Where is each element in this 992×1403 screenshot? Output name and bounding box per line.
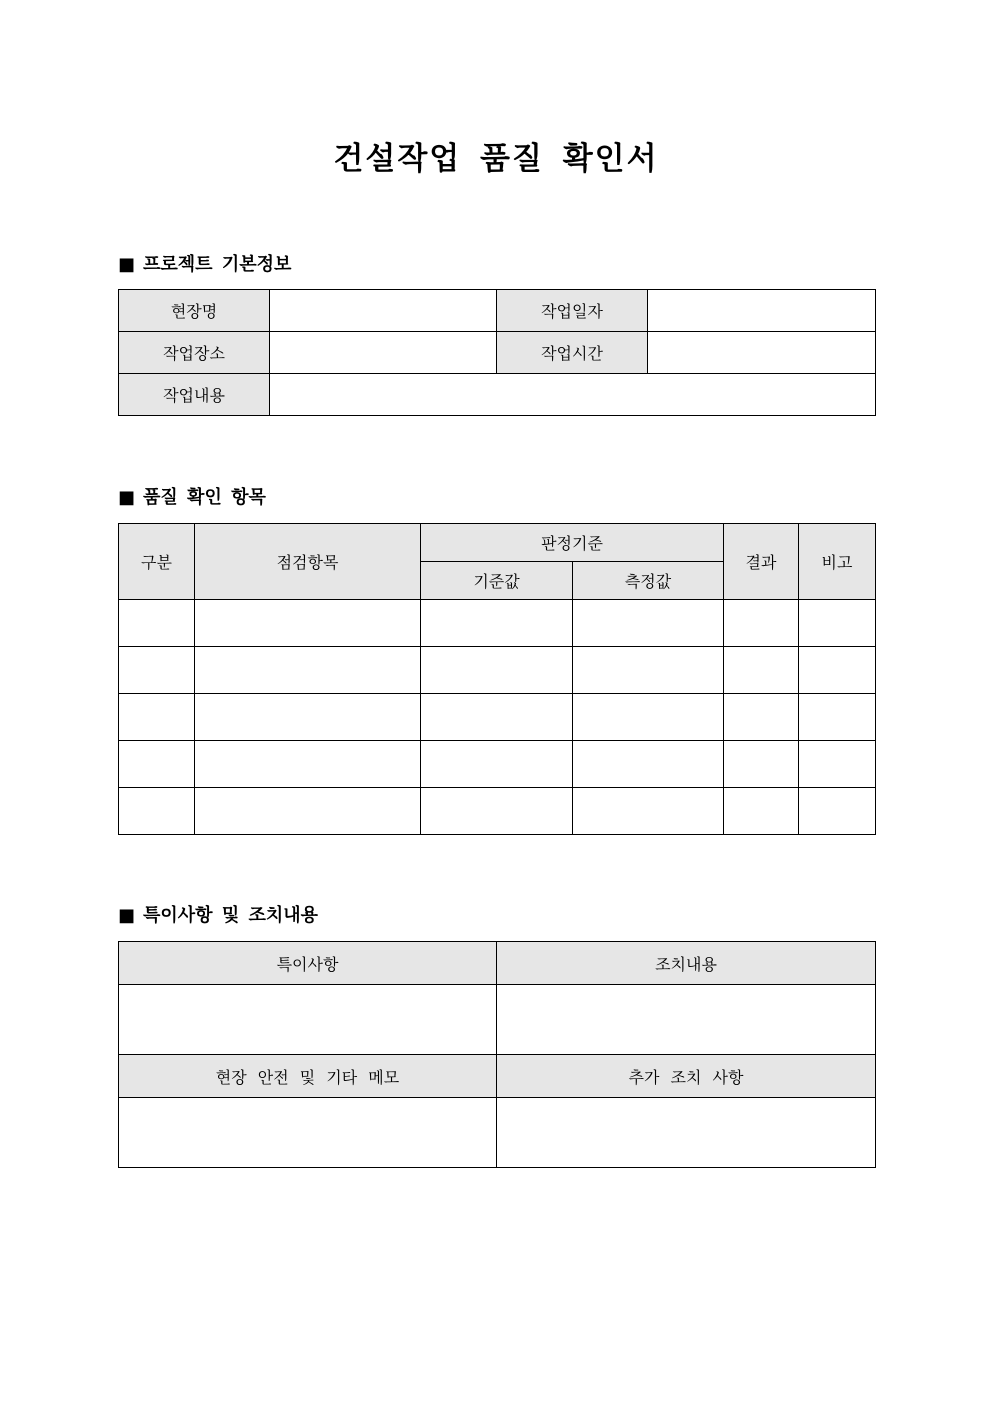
- work-date-label: 작업일자: [497, 290, 648, 332]
- category-cell[interactable]: [119, 600, 195, 647]
- remarks-cell[interactable]: [799, 741, 876, 788]
- remarks-cell[interactable]: [799, 647, 876, 694]
- table-row: [119, 332, 876, 374]
- safety-memo-header: 현장 안전 및 기타 메모: [119, 1055, 497, 1098]
- measured-value-cell[interactable]: [573, 600, 724, 647]
- square-bullet-icon: ■: [118, 487, 136, 508]
- table-header-row: [119, 524, 876, 562]
- remarks-header: 비고: [799, 524, 876, 600]
- notes-table: [118, 941, 876, 1168]
- inspection-item-header: 점검항목: [195, 524, 421, 600]
- inspection-item-cell[interactable]: [195, 647, 421, 694]
- remarks-cell[interactable]: [799, 600, 876, 647]
- safety-memo-field[interactable]: [119, 1098, 497, 1168]
- category-header: 구분: [119, 524, 195, 600]
- table-row: [119, 788, 876, 835]
- category-cell[interactable]: [119, 741, 195, 788]
- square-bullet-icon: ■: [118, 905, 136, 926]
- section-heading-notes: [118, 904, 318, 928]
- table-row: [119, 985, 876, 1055]
- project-info-table: [118, 289, 876, 416]
- section-title: 프로젝트 기본정보: [143, 254, 292, 275]
- special-notes-header: 특이사항: [119, 942, 497, 985]
- table-header-row: [119, 942, 876, 985]
- inspection-item-cell[interactable]: [195, 694, 421, 741]
- category-cell[interactable]: [119, 647, 195, 694]
- document-title: 건설작업 품질 확인서: [333, 141, 659, 177]
- work-date-field[interactable]: [648, 290, 876, 332]
- standard-value-cell[interactable]: [421, 694, 573, 741]
- inspection-item-cell[interactable]: [195, 600, 421, 647]
- table-row: [119, 1098, 876, 1168]
- work-location-field[interactable]: [270, 332, 497, 374]
- result-cell[interactable]: [724, 694, 799, 741]
- measured-value-cell[interactable]: [573, 647, 724, 694]
- table-row: [119, 290, 876, 332]
- table-row: [119, 647, 876, 694]
- table-row: [119, 694, 876, 741]
- table-row: [119, 600, 876, 647]
- criteria-header: 판정기준: [421, 524, 724, 562]
- measured-value-cell[interactable]: [573, 741, 724, 788]
- square-bullet-icon: ■: [118, 254, 136, 275]
- table-header-row: [119, 1055, 876, 1098]
- remarks-cell[interactable]: [799, 788, 876, 835]
- table-row: [119, 374, 876, 416]
- section-heading-project-info: [118, 253, 291, 277]
- actions-taken-field[interactable]: [497, 985, 876, 1055]
- section-heading-quality-check: [118, 486, 266, 510]
- work-content-field[interactable]: [270, 374, 876, 416]
- actions-taken-header: 조치내용: [497, 942, 876, 985]
- site-name-field[interactable]: [270, 290, 497, 332]
- result-cell[interactable]: [724, 647, 799, 694]
- inspection-item-cell[interactable]: [195, 741, 421, 788]
- table-row: [119, 741, 876, 788]
- section-title: 품질 확인 항목: [143, 487, 266, 508]
- measured-value-header: 측정값: [573, 562, 724, 600]
- standard-value-cell[interactable]: [421, 788, 573, 835]
- quality-check-table: [118, 523, 876, 835]
- standard-value-cell[interactable]: [421, 600, 573, 647]
- result-cell[interactable]: [724, 788, 799, 835]
- additional-actions-field[interactable]: [497, 1098, 876, 1168]
- work-location-label: 작업장소: [119, 332, 270, 374]
- result-cell[interactable]: [724, 741, 799, 788]
- result-header: 결과: [724, 524, 799, 600]
- site-name-label: 현장명: [119, 290, 270, 332]
- result-cell[interactable]: [724, 600, 799, 647]
- work-time-label: 작업시간: [497, 332, 648, 374]
- standard-value-cell[interactable]: [421, 647, 573, 694]
- remarks-cell[interactable]: [799, 694, 876, 741]
- special-notes-field[interactable]: [119, 985, 497, 1055]
- additional-actions-header: 추가 조치 사항: [497, 1055, 876, 1098]
- measured-value-cell[interactable]: [573, 694, 724, 741]
- category-cell[interactable]: [119, 694, 195, 741]
- standard-value-cell[interactable]: [421, 741, 573, 788]
- standard-value-header: 기준값: [421, 562, 573, 600]
- measured-value-cell[interactable]: [573, 788, 724, 835]
- section-title: 특이사항 및 조치내용: [143, 905, 319, 926]
- work-time-field[interactable]: [648, 332, 876, 374]
- work-content-label: 작업내용: [119, 374, 270, 416]
- inspection-item-cell[interactable]: [195, 788, 421, 835]
- category-cell[interactable]: [119, 788, 195, 835]
